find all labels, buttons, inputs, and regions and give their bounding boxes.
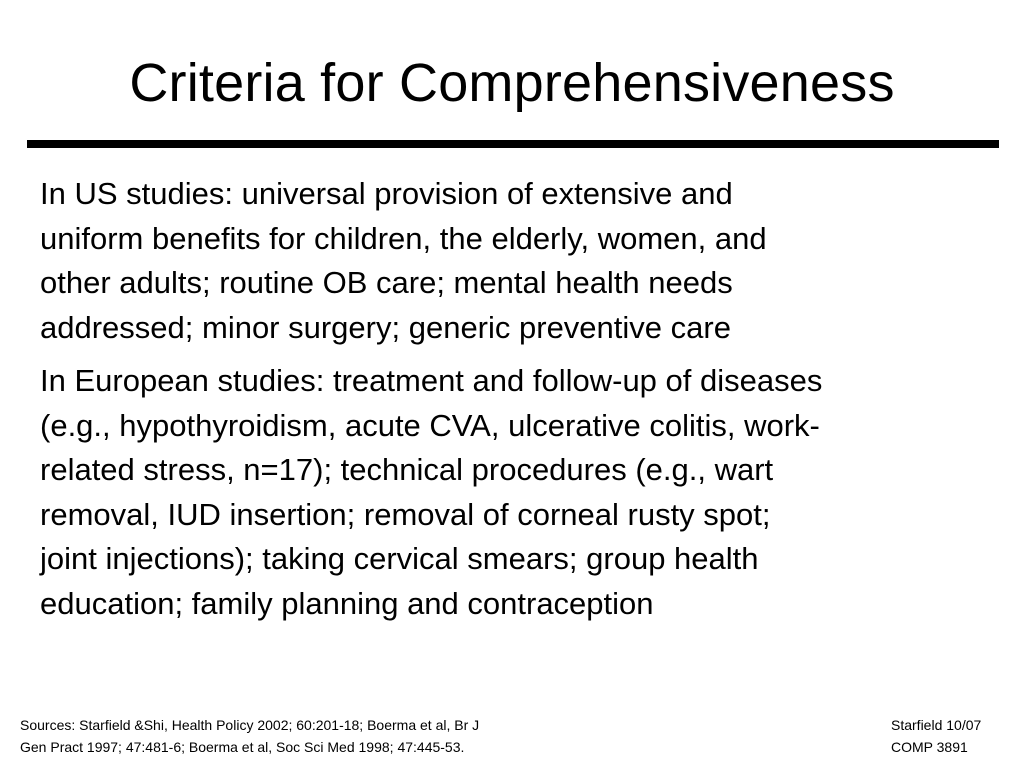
european-studies-line: removal, IUD insertion; removal of corneal rusty spot;: [40, 496, 771, 532]
us-studies-paragraph: [40, 172, 1000, 350]
slide-identifier: [891, 714, 981, 758]
sources-line: Sources: Starfield &Shi, Health Policy 2002; 60:201-18; Boerma et al, Br J: [20, 717, 480, 733]
european-studies-line: (e.g., hypothyroidism, acute CVA, ulcerative colitis, work-: [40, 407, 820, 443]
slide-code-label: COMP 3891: [891, 739, 968, 755]
title-divider: [27, 140, 999, 148]
us-studies-line: other adults; routine OB care; mental health needs: [40, 265, 733, 300]
us-studies-line: uniform benefits for children, the elderly, women, and: [40, 220, 767, 256]
european-studies-line: related stress, n=17); technical procedures (e.g., wart: [40, 452, 774, 487]
author-date-label: Starfield 10/07: [891, 717, 982, 733]
slide-title: Criteria for Comprehensiveness: [129, 53, 895, 113]
us-studies-line: addressed; minor surgery; generic preventive care: [40, 309, 731, 345]
european-studies-line: In European studies: treatment and follow-up of diseases: [40, 363, 823, 398]
slide-body: [40, 172, 1000, 626]
european-studies-line: education; family planning and contraception: [40, 585, 654, 621]
european-studies-line: joint injections); taking cervical smears; group health: [40, 541, 759, 576]
us-studies-line: In US studies: universal provision of extensive and: [40, 176, 733, 211]
sources-footnote: [20, 714, 620, 758]
sources-line: Gen Pract 1997; 47:481-6; Boerma et al, Soc Sci Med 1998; 47:445-53.: [20, 739, 465, 755]
european-studies-paragraph: [40, 359, 1000, 626]
